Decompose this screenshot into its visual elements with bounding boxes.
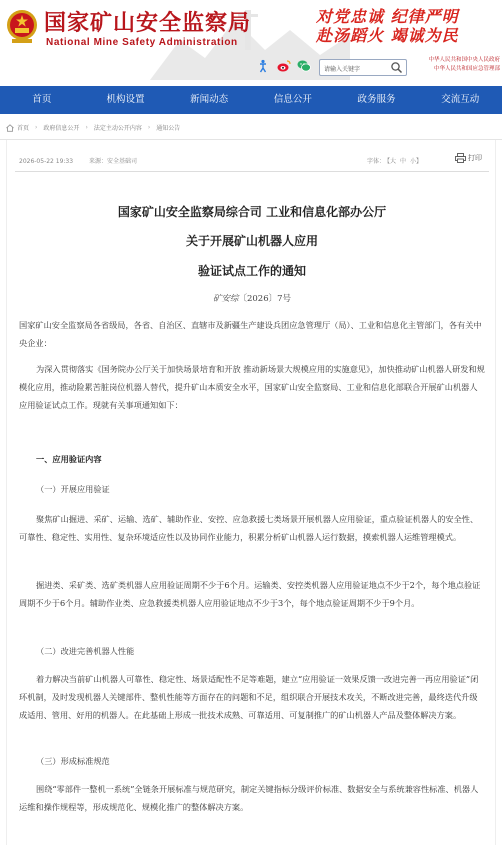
font-size-label: 字体： (367, 158, 386, 165)
site-header (0, 0, 502, 86)
subsection-heading-2: （二）改进完善机器人性能 (36, 646, 135, 656)
nav-item-services[interactable]: 政务服务 (357, 94, 396, 105)
wechat-icon[interactable] (297, 59, 311, 73)
slogan-line-1: 对党忠诚 纪律严明 (316, 7, 459, 26)
subsection-heading-3: （三）形成标准规范 (36, 756, 110, 766)
doc-number-prefix: 矿安综 (212, 294, 239, 304)
font-size-medium[interactable]: 中 (400, 158, 407, 165)
breadcrumb-separator: › (35, 124, 38, 131)
addressee-paragraph: 国家矿山安全监察局各省级局，各省、自治区、直辖市及新疆生产建设兵团应急管理厅（局）、工业和信息化主管部门，各有关中央企业： (19, 320, 482, 348)
accessibility-icon[interactable] (256, 59, 270, 73)
intro-paragraph: 为深入贯彻落实《国务院办公厅关于加快场景培育和开放 推动新场景大规模应用的实施意见》，加快推动矿山机器人研发和规模化应用，推动险累苦脏岗位机器人替代，提升矿山本质安全水平，国家矿山安全监察局、工业和信息化部联合开展矿山机器人应用验证试点工作。现就有关事项通知如下： (19, 364, 485, 410)
print-label: 打印 (468, 154, 482, 162)
article-meta (19, 156, 137, 165)
nav-item-interaction[interactable]: 交流互动 (441, 94, 480, 105)
doc-number-rest: 〔2026〕7号 (238, 294, 292, 304)
breadcrumb-item-mandatory[interactable]: 法定主动公开内容 (93, 125, 142, 132)
article-title-line-2: 关于开展矿山机器人应用 (185, 234, 318, 248)
gov-link-emergency[interactable]: 中华人民共和国应急管理部 (433, 66, 500, 72)
breadcrumb-item-notices[interactable]: 通知公告 (156, 125, 181, 132)
nav-item-home[interactable]: 首页 (32, 94, 52, 105)
body-paragraph: 着力解决当前矿山机器人可靠性、稳定性、场景适配性不足等难题，建立“应用验证一效果反馈一改进完善一再应用验证”闭环机制，及时发现机器人关键部件、整机性能等方面存在的问题和不足，组织联合开展技术攻关，不断改进完善，最终迭代升级成适用、管用、好用的机器人。在此基础上形成一批技术成熟、可靠适用、可复制推广的矿山机器人产品及整体解决方案。 (19, 674, 479, 720)
gov-links (412, 56, 500, 74)
national-emblem-icon[interactable] (6, 7, 38, 45)
main-nav (0, 86, 502, 114)
site-name-cn[interactable]: 国家矿山安全监察局 (44, 10, 252, 36)
breadcrumb-separator: › (147, 124, 151, 131)
publish-date: 2026-05-22 19:33 (19, 158, 74, 165)
nav-item-disclosure[interactable]: 信息公开 (273, 94, 312, 105)
font-size-switcher (367, 156, 424, 165)
font-size-small[interactable]: 小】 (410, 158, 423, 165)
search-icon[interactable] (390, 61, 403, 74)
article-title-line-3: 验证试点工作的通知 (197, 264, 306, 278)
breadcrumb-separator: › (85, 124, 88, 131)
article-container (6, 140, 496, 845)
breadcrumb (6, 123, 180, 132)
article-source: 来源：安全基础司 (89, 158, 138, 165)
site-name-en[interactable]: National Mine Safety Administration (46, 37, 238, 48)
nav-item-organization[interactable]: 机构设置 (106, 94, 145, 105)
home-icon (6, 124, 14, 132)
document-number (7, 292, 496, 304)
meta-divider (15, 171, 489, 172)
gov-link-central[interactable]: 中华人民共和国中央人民政府 (428, 57, 500, 63)
body-paragraph: 聚焦矿山掘进、采矿、运输、选矿、辅助作业、安控、应急救援七类场景开展机器人应用验证，重点验证机器人的安全性、可靠性、稳定性、实用性、复杂环境适应性以及协同作业能力，积累分析矿山机器人运行数据，摸索机器人运维管理模式。 (19, 514, 479, 542)
slogan-line-2: 赴汤蹈火 竭诚为民 (316, 26, 459, 45)
breadcrumb-bar (0, 114, 502, 140)
body-paragraph: 围绕“零部件一整机一系统”全链条开展标准与规范研究，制定关键指标分级评价标准、数据安全与系统兼容性标准、机器人运维和操作规程等，形成规范化、规模化推广的整体解决方案。 (19, 784, 479, 812)
weibo-icon[interactable] (277, 59, 291, 73)
nav-item-news[interactable]: 新闻动态 (190, 94, 229, 105)
breadcrumb-item-home[interactable]: 首页 (17, 125, 30, 132)
font-size-large[interactable]: 【大 (387, 158, 397, 165)
breadcrumb-item-disclosure[interactable]: 政府信息公开 (43, 125, 80, 132)
section-heading-1: 一、应用验证内容 (36, 454, 102, 464)
body-paragraph: 掘进类、采矿类、选矿类机器人应用验证周期不少于6个月。运输类、安控类机器人应用验证地点不少于2个，每个地点验证周期不少于6个月。辅助作业类、应急救援类机器人应用验证地点不少于3个，每个地点验证周期不少于9个月。 (19, 580, 481, 608)
print-button[interactable] (455, 153, 482, 163)
print-icon (455, 153, 466, 163)
search-input[interactable]: 请输入关键字 (319, 59, 407, 76)
subsection-heading-1: （一）开展应用验证 (36, 484, 110, 494)
article-title-line-1: 国家矿山安全监察局综合司 工业和信息化部办公厅 (117, 205, 387, 219)
